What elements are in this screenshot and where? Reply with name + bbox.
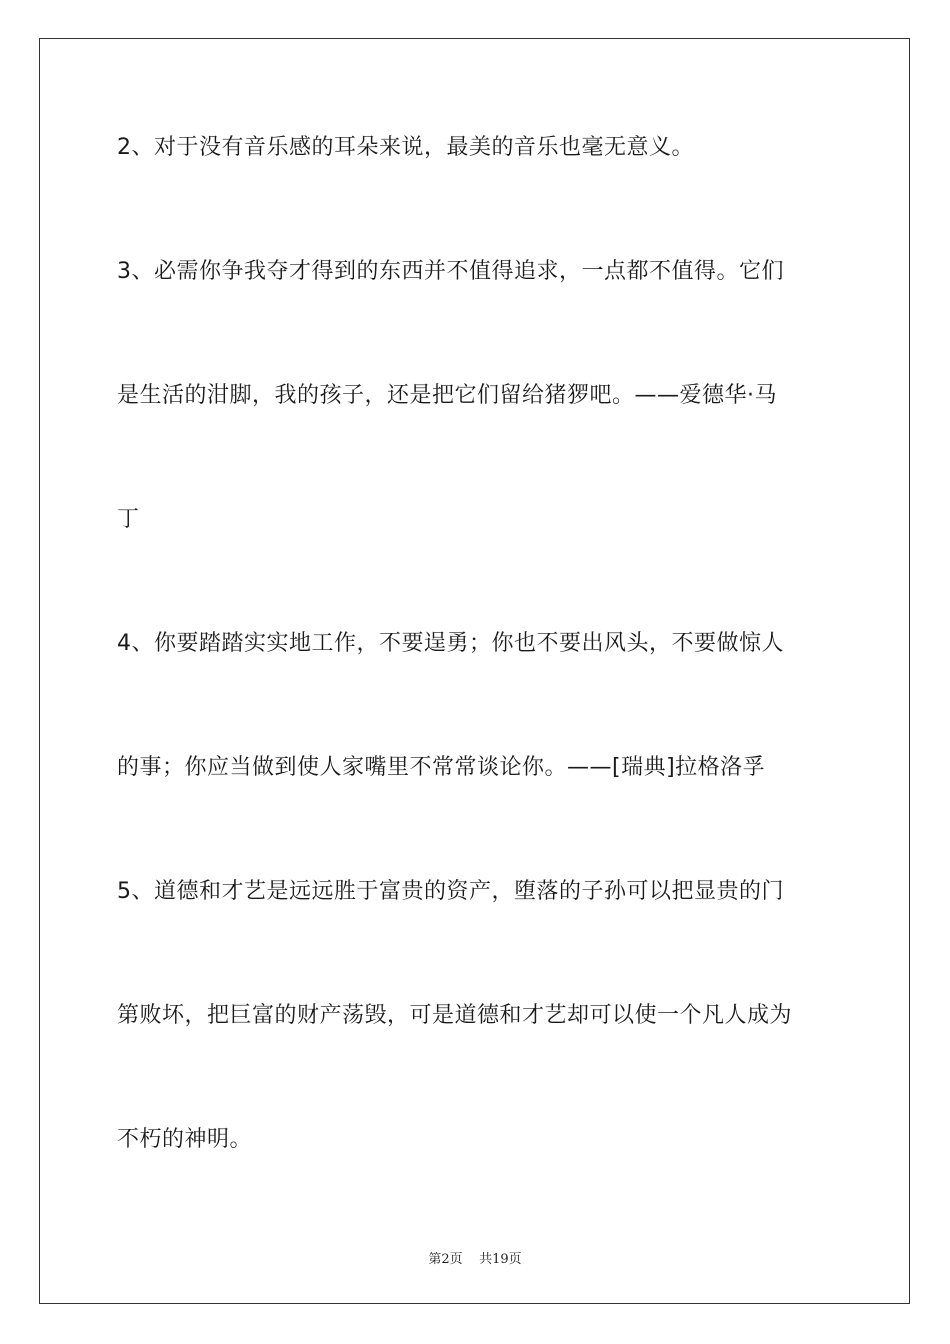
- footer-spacer: [463, 1252, 480, 1267]
- quote-5-line-3: 不朽的神明。: [117, 1127, 253, 1152]
- quote-3-line-2: 是生活的泔脚，我的孩子，还是把它们留给猪猡吧。——爱德华·马: [117, 383, 777, 408]
- quote-3-line-1: 3、必需你争我夺才得到的东西并不值得追求，一点都不值得。它们: [117, 259, 784, 284]
- quote-2-line-1: 2、对于没有音乐感的耳朵来说，最美的音乐也毫无意义。: [117, 135, 694, 160]
- page-number: 第2页: [428, 1252, 463, 1267]
- page-total: 共19页: [479, 1252, 522, 1267]
- page-footer: [0, 1248, 950, 1267]
- quote-4-line-1: 4、你要踏踏实实地工作，不要逞勇；你也不要出风头，不要做惊人: [117, 631, 784, 656]
- quote-5-line-2: 第败坏，把巨富的财产荡毁，可是道德和才艺却可以使一个凡人成为: [117, 1003, 793, 1028]
- page-border: [39, 38, 910, 1304]
- quote-3-line-3: 丁: [117, 507, 140, 532]
- quote-5-line-1: 5、道德和才艺是远远胜于富贵的资产，堕落的子孙可以把显贵的门: [117, 879, 784, 904]
- quote-4-line-2: 的事；你应当做到使人家嘴里不常常谈论你。——[瑞典]拉格洛孚: [117, 755, 766, 780]
